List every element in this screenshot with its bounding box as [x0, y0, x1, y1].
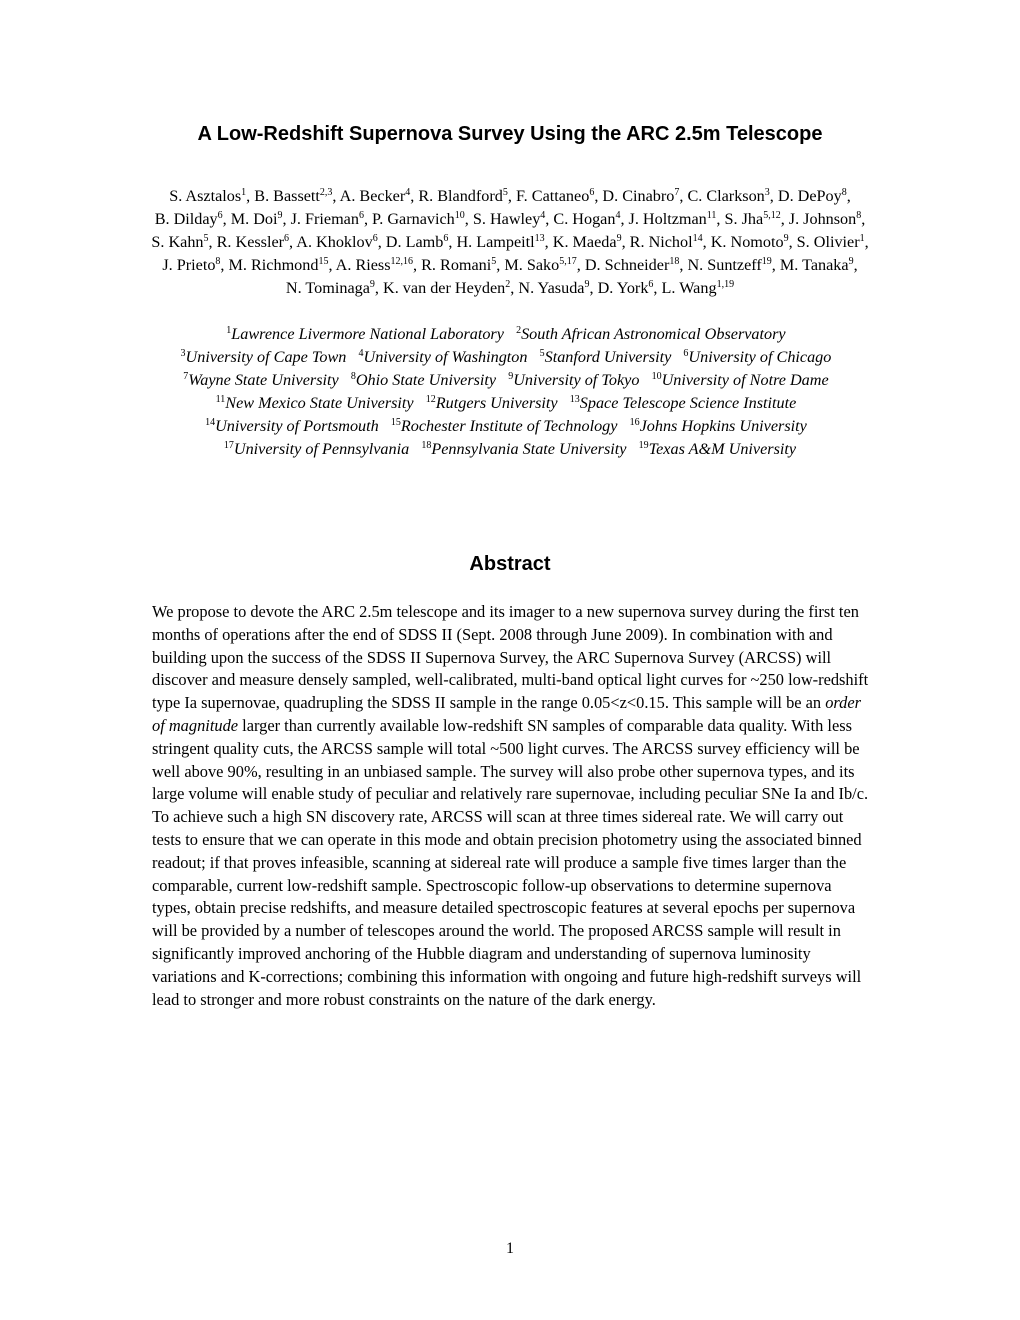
author: [598, 279, 654, 297]
affiliation: [516, 325, 786, 343]
author-name: S. Kahn: [151, 233, 204, 251]
author-affiliation-marker: 8: [841, 187, 847, 198]
author: [340, 187, 411, 205]
author-affiliation-marker: 9: [584, 279, 590, 290]
affiliation-name: Pennsylvania State University: [431, 440, 627, 458]
author-name: K. Nomoto: [710, 233, 784, 251]
author-name: A. Riess: [335, 256, 391, 274]
abstract-body: [152, 601, 874, 1011]
author-name: F. Cattaneo: [515, 187, 590, 205]
affiliation-name: Texas A&M University: [648, 440, 797, 458]
author-name: S. Jha: [724, 210, 764, 228]
author-name: L. Wang: [661, 279, 717, 297]
author: [516, 187, 594, 205]
author-name: D. Cinabro: [602, 187, 675, 205]
affiliation: [426, 394, 558, 412]
author-name: B. Bassett: [254, 187, 320, 205]
affiliation-name: University of Chicago: [688, 348, 832, 366]
author: [231, 210, 283, 228]
author: [162, 256, 220, 274]
author-name: S. Asztalos: [169, 187, 242, 205]
author-affiliation-marker: 6: [372, 233, 378, 244]
affiliation: [183, 371, 338, 389]
affiliation-number: 11: [215, 394, 226, 405]
affiliation: [224, 440, 409, 458]
author: [418, 187, 508, 205]
author: [687, 187, 769, 205]
author-name: M. Sako: [504, 256, 560, 274]
author-affiliation-marker: 9: [277, 210, 283, 221]
author: [155, 210, 223, 228]
affiliation: [683, 348, 831, 366]
affiliation-name: University of Notre Dame: [661, 371, 829, 389]
author: [585, 256, 680, 274]
author-name: S. Olivier: [796, 233, 860, 251]
affiliation-number: 8: [350, 371, 356, 382]
author: [602, 187, 679, 205]
affiliation-number: 17: [223, 440, 234, 451]
author: [725, 210, 781, 228]
affiliation: [216, 394, 414, 412]
author-name: C. Clarkson: [687, 187, 765, 205]
author-affiliation-marker: 5,12: [763, 210, 781, 221]
author-affiliation-marker: 10: [454, 210, 465, 221]
author-name: M. Richmond: [228, 256, 319, 274]
author-affiliation-marker: 1: [859, 233, 865, 244]
author: [778, 187, 847, 205]
affiliation-name: University of Tokyo: [513, 371, 640, 389]
affiliation-number: 9: [508, 371, 514, 382]
author-affiliation-marker: 9: [369, 279, 375, 290]
author: [372, 210, 465, 228]
author-name: A. Becker: [339, 187, 406, 205]
affiliation-name: Johns Hopkins University: [639, 417, 807, 435]
author-affiliation-marker: 1: [241, 187, 247, 198]
affiliation-number: 2: [516, 325, 522, 336]
author-name: N. Yasuda: [518, 279, 585, 297]
author-name: J. Holtzman: [628, 210, 707, 228]
author: [630, 233, 703, 251]
author: [687, 256, 771, 274]
author-name: K. Maeda: [552, 233, 617, 251]
author-affiliation-marker: 5: [203, 233, 209, 244]
author: [151, 233, 208, 251]
affiliation-name: South African Astronomical Observatory: [521, 325, 786, 343]
affiliation: [570, 394, 797, 412]
affiliation: [391, 417, 618, 435]
affiliation-number: 19: [638, 440, 649, 451]
author-affiliation-marker: 15: [318, 256, 329, 267]
author: [711, 233, 789, 251]
affiliation-number: 1: [226, 325, 232, 336]
author-name: J. Frieman: [290, 210, 359, 228]
affiliation: [351, 371, 496, 389]
author-affiliation-marker: 6: [358, 210, 364, 221]
author-list: S. Asztalos$^1$, B. Bassett$^{2,3}$, A. Becker$^4$, R. Blandford$^5$, F. Cattaneo$^6$, D. Cinabro$^7$, C. Clarkson$^3$, D. DePoy$^8$, B. Dilday$^6$, M. Doi$^9$, J. Frieman$^6$, P. Garnavich$^{10}$, S. Hawley$^4$, C. Hogan$^4$, J. Holtzman$^{11}$, S. Jha$^{5,12}$, J. Johnson$^8$, S. Kahn$^5$, R. Kessler$^6$, A. Khoklov$^6$, D. Lamb$^6$, H. Lampeitl$^{13}$, K. Maeda$^9$, R. Nichol$^{14}$, K. Nomoto$^9$, S. Olivier$^1$, J. Prieto$^8$, M. Richmond$^{15}$, A. Riess$^{12,16}$, R. Romani$^5$, M. Sako$^{5,17}$, D. Schneider$^{18}$, N. Suntzeff$^{19}$, M. Tanaka$^9$, N. Tominaga$^9$, K. van der Heyden$^2$, N. Yasuda$^9$, D. York$^6$, L. Wang$^{1,19}$: [151, 187, 869, 297]
author-affiliation-marker: 9: [783, 233, 789, 244]
author-affiliation-marker: 9: [616, 233, 622, 244]
affiliation: [630, 417, 807, 435]
affiliation-name: Lawrence Livermore National Laboratory: [231, 325, 504, 343]
affiliation: [421, 440, 626, 458]
author: [386, 233, 449, 251]
affiliation-number: 12: [425, 394, 436, 405]
affiliation-name: Wayne State University: [188, 371, 339, 389]
author-affiliation-marker: 5: [502, 187, 508, 198]
affiliation: [652, 371, 829, 389]
author: [217, 233, 289, 251]
author-name: R. Nichol: [629, 233, 693, 251]
author: [629, 210, 717, 228]
paper-title: A Low-Redshift Supernova Survey Using the ARC 2.5m Telescope: [197, 123, 823, 145]
affiliation-number: 16: [629, 417, 640, 428]
author-affiliation-marker: 2: [505, 279, 511, 290]
author: [291, 210, 364, 228]
affiliation: [540, 348, 672, 366]
affiliation-list: [150, 323, 870, 461]
abstract-heading: Abstract: [469, 553, 551, 575]
author-affiliation-marker: 14: [692, 233, 703, 244]
author-affiliation-marker: 19: [761, 256, 772, 267]
affiliation-name: Space Telescope Science Institute: [579, 394, 797, 412]
author: [662, 279, 735, 297]
author-affiliation-marker: 4: [405, 187, 411, 198]
affiliation-name: Ohio State University: [355, 371, 497, 389]
affiliation-number: 10: [651, 371, 662, 382]
author-affiliation-marker: 11: [706, 210, 717, 221]
author-name: M. Tanaka: [779, 256, 849, 274]
author-affiliation-marker: 4: [615, 210, 621, 221]
author-affiliation-marker: 9: [848, 256, 854, 267]
affiliation-name: New Mexico State University: [225, 394, 414, 412]
author-name: R. Romani: [421, 256, 492, 274]
affiliation-number: 6: [683, 348, 689, 359]
author: [296, 233, 377, 251]
author: [254, 187, 332, 205]
author: [789, 210, 861, 228]
affiliation-number: 14: [205, 417, 216, 428]
affiliation-name: Rutgers University: [435, 394, 558, 412]
author-name: K. van der Heyden: [383, 279, 506, 297]
author: [473, 210, 545, 228]
author: [169, 187, 246, 205]
author-affiliation-marker: 13: [534, 233, 545, 244]
author-name: M. Doi: [230, 210, 278, 228]
author-name: D. York: [597, 279, 649, 297]
author: [797, 233, 865, 251]
author: [553, 233, 622, 251]
affiliation: [639, 440, 796, 458]
affiliation-name: University of Portsmouth: [215, 417, 379, 435]
author-affiliation-marker: 5: [491, 256, 497, 267]
author: [229, 256, 329, 274]
author-name: A. Khoklov: [296, 233, 373, 251]
author-affiliation-marker: 4: [540, 210, 546, 221]
author-affiliation-marker: 2,3: [319, 187, 333, 198]
affiliation-name: University of Cape Town: [185, 348, 347, 366]
author-affiliation-marker: 5,17: [559, 256, 577, 267]
author-name: D. Lamb: [385, 233, 444, 251]
abstract-text-before: We propose to devote the ARC 2.5m telescope and its imager to a new supernova survey during the first ten months of operations after the end of SDSS II (Sept. 2008 through June 2009). In combination with and building upon the success of the SDSS II Supernova Survey, the ARC Supernova Survey (ARCSS) will discover and measure densely sampled, well-calibrated, multi-band optical light curves for ~250 low-redshift type Ia supernovae, quadrupling the SDSS II sample in the range 0.05<z<0.15. This sample will be an: [152, 602, 869, 713]
author-affiliation-marker: 18: [669, 256, 680, 267]
affiliation-name: Rochester Institute of Technology: [400, 417, 618, 435]
author-name: R. Kessler: [216, 233, 285, 251]
author-name: B. Dilday: [154, 210, 218, 228]
author: [518, 279, 589, 297]
author-affiliation-marker: 8: [215, 256, 221, 267]
affiliation-number: 18: [421, 440, 432, 451]
affiliation-number: 7: [183, 371, 189, 382]
author-affiliation-marker: 3: [764, 187, 770, 198]
author-affiliation-marker: 7: [674, 187, 680, 198]
author: [336, 256, 413, 274]
affiliation: [226, 325, 504, 343]
author-name: J. Prieto: [162, 256, 216, 274]
affiliation: [181, 348, 347, 366]
author-affiliation-marker: 6: [648, 279, 654, 290]
author-name: D. Schneider: [584, 256, 670, 274]
affiliation-number: 15: [390, 417, 401, 428]
author-name: N. Suntzeff: [687, 256, 762, 274]
author-affiliation-marker: 8: [856, 210, 862, 221]
affiliation-number: 4: [358, 348, 364, 359]
author-name: N. Tominaga: [285, 279, 370, 297]
author-name: S. Hawley: [472, 210, 541, 228]
author: [421, 256, 496, 274]
author-name: P. Garnavich: [372, 210, 455, 228]
author-name: H. Lampeitl: [456, 233, 535, 251]
affiliation-number: 3: [180, 348, 186, 359]
abstract-text-after: larger than currently available low-redshift SN samples of comparable data quality. With less stringent quality cuts, the ARCSS sample will total ~500 light curves. The ARCSS survey efficiency will be well above 90%, resulting in an unbiased sample. The survey will also probe other supernova types, and its large volume will enable study of peculiar and relatively rare supernovae, including peculiar SNe Ia and Ib/c. To achieve such a high SN discovery rate, ARCSS will scan at three times sidereal rate. We will carry out tests to ensure that we can operate in this mode and obtain precision photometry using the associated binned readout; if that proves infeasible, scanning at sidereal rate will produce a sample five times larger than the comparable, current low-redshift sample. Spectroscopic follow-up observations to determine supernova types, obtain precise redshifts, and measure detailed spectroscopic features at several epochs per supernova will be provided by a number of telescopes around the world. The proposed ARCSS sample will result in significantly improved anchoring of the Hubble diagram and understanding of supernova luminosity variations and K-corrections; combining this information with ongoing and future high-redshift surveys will lead to stronger and more robust constraints on the nature of the dark energy.: [152, 715, 869, 1009]
author-affiliation-marker: 1,19: [716, 279, 735, 290]
author-affiliation-marker: 6: [589, 187, 595, 198]
author-affiliation-marker: 6: [217, 210, 223, 221]
author: [504, 256, 576, 274]
author: [456, 233, 544, 251]
affiliation-name: University of Pennsylvania: [233, 440, 410, 458]
author-affiliation-marker: 6: [284, 233, 290, 244]
affiliation: [205, 417, 379, 435]
author-name: J. Johnson: [788, 210, 857, 228]
affiliation: [508, 371, 639, 389]
author: [780, 256, 854, 274]
author-name: C. Hogan: [553, 210, 616, 228]
abstract-emphasis: order of magnitude: [152, 693, 862, 735]
author-name: D. DePoy: [777, 187, 842, 205]
author: [286, 279, 375, 297]
author: [553, 210, 620, 228]
author-affiliation-marker: 6: [443, 233, 449, 244]
affiliation-name: Stanford University: [544, 348, 672, 366]
affiliation-number: 5: [539, 348, 545, 359]
author-affiliation-marker: 12,16: [390, 256, 414, 267]
author: [383, 279, 510, 297]
affiliation-name: University of Washington: [363, 348, 528, 366]
affiliation-number: 13: [569, 394, 580, 405]
affiliation: [359, 348, 528, 366]
page-number: 1: [506, 1240, 514, 1257]
author-name: R. Blandford: [418, 187, 503, 205]
